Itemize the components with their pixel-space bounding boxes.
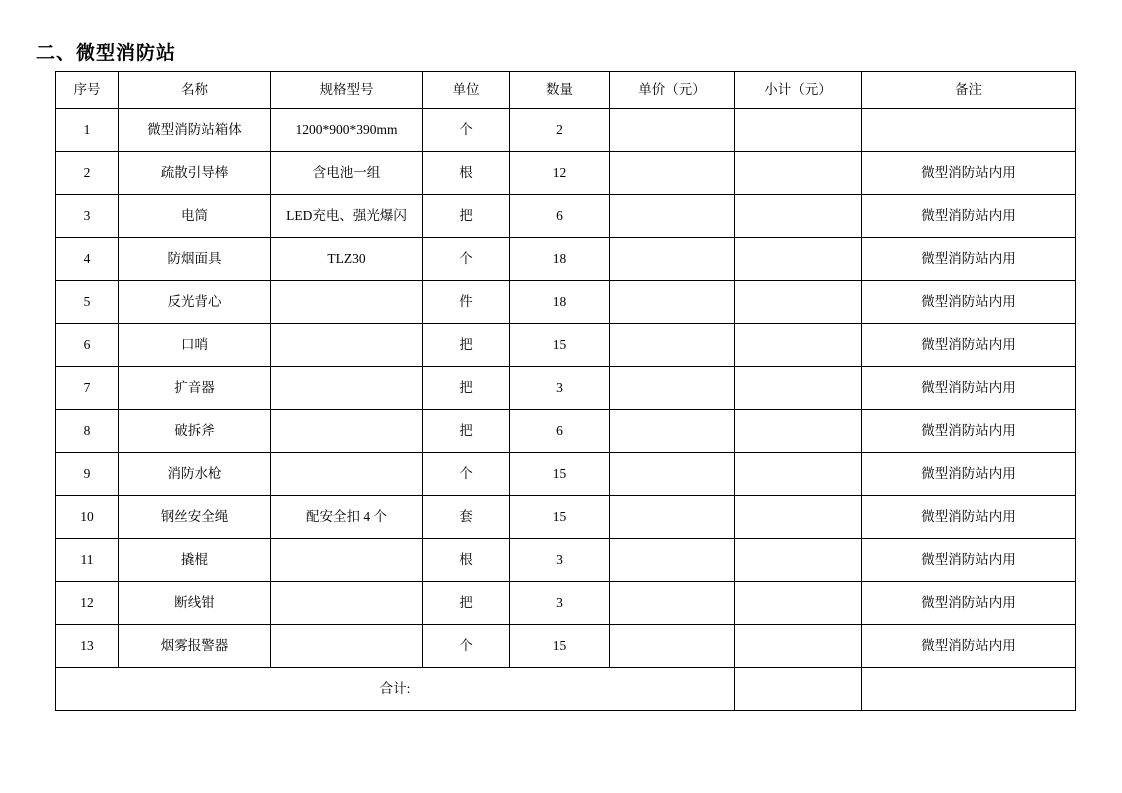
cell-spec: [271, 453, 423, 496]
table-row: [56, 410, 1076, 453]
cell-unit: 根: [423, 539, 510, 582]
cell-qty: 3: [510, 539, 610, 582]
cell-name: 撬棍: [119, 539, 271, 582]
equipment-table-container: [55, 71, 1075, 711]
column-header-subtotal: 小计（元）: [735, 72, 862, 109]
cell-remark: 微型消防站内用: [862, 625, 1076, 668]
cell-spec: 含电池一组: [271, 152, 423, 195]
cell-qty: 3: [510, 367, 610, 410]
column-header-no: 序号: [56, 72, 119, 109]
table-row: [56, 281, 1076, 324]
cell-qty: 6: [510, 195, 610, 238]
cell-remark: 微型消防站内用: [862, 367, 1076, 410]
cell-qty: 18: [510, 281, 610, 324]
cell-spec: [271, 625, 423, 668]
cell-price: [610, 367, 735, 410]
cell-remark: 微型消防站内用: [862, 281, 1076, 324]
cell-remark: 微型消防站内用: [862, 410, 1076, 453]
cell-qty: 15: [510, 324, 610, 367]
total-subtotal: [735, 668, 862, 711]
cell-unit: 个: [423, 625, 510, 668]
cell-remark: 微型消防站内用: [862, 238, 1076, 281]
cell-spec: [271, 324, 423, 367]
cell-remark: 微型消防站内用: [862, 582, 1076, 625]
cell-price: [610, 281, 735, 324]
cell-spec: [271, 410, 423, 453]
table-row: [56, 582, 1076, 625]
cell-subtotal: [735, 152, 862, 195]
column-header-spec: 规格型号: [271, 72, 423, 109]
cell-spec: [271, 582, 423, 625]
equipment-table: [55, 71, 1076, 711]
table-row: [56, 625, 1076, 668]
cell-spec: 配安全扣 4 个: [271, 496, 423, 539]
cell-no: 2: [56, 152, 119, 195]
table-row: [56, 539, 1076, 582]
table-row: [56, 453, 1076, 496]
cell-price: [610, 539, 735, 582]
cell-no: 1: [56, 109, 119, 152]
cell-subtotal: [735, 496, 862, 539]
table-row: [56, 109, 1076, 152]
cell-spec: 1200*900*390mm: [271, 109, 423, 152]
cell-unit: 把: [423, 582, 510, 625]
column-header-price: 单价（元）: [610, 72, 735, 109]
cell-remark: 微型消防站内用: [862, 152, 1076, 195]
cell-subtotal: [735, 539, 862, 582]
cell-qty: 18: [510, 238, 610, 281]
cell-subtotal: [735, 625, 862, 668]
table-row: [56, 152, 1076, 195]
cell-subtotal: [735, 238, 862, 281]
cell-price: [610, 410, 735, 453]
table-row: [56, 195, 1076, 238]
cell-name: 钢丝安全绳: [119, 496, 271, 539]
cell-subtotal: [735, 367, 862, 410]
cell-no: 4: [56, 238, 119, 281]
cell-price: [610, 582, 735, 625]
cell-remark: 微型消防站内用: [862, 324, 1076, 367]
table-header: [56, 72, 1076, 109]
cell-unit: 个: [423, 109, 510, 152]
cell-name: 扩音器: [119, 367, 271, 410]
cell-name: 烟雾报警器: [119, 625, 271, 668]
cell-name: 疏散引导棒: [119, 152, 271, 195]
cell-no: 12: [56, 582, 119, 625]
cell-name: 消防水枪: [119, 453, 271, 496]
cell-unit: 个: [423, 238, 510, 281]
cell-remark: 微型消防站内用: [862, 496, 1076, 539]
cell-unit: 把: [423, 324, 510, 367]
cell-no: 7: [56, 367, 119, 410]
cell-no: 13: [56, 625, 119, 668]
cell-unit: 把: [423, 195, 510, 238]
cell-name: 反光背心: [119, 281, 271, 324]
cell-subtotal: [735, 410, 862, 453]
cell-name: 破拆斧: [119, 410, 271, 453]
cell-name: 断线钳: [119, 582, 271, 625]
page-title: 二、微型消防站: [36, 43, 177, 64]
table-row: [56, 367, 1076, 410]
column-header-qty: 数量: [510, 72, 610, 109]
cell-price: [610, 195, 735, 238]
cell-qty: 6: [510, 410, 610, 453]
cell-qty: 3: [510, 582, 610, 625]
cell-name: 防烟面具: [119, 238, 271, 281]
cell-price: [610, 453, 735, 496]
cell-name: 微型消防站箱体: [119, 109, 271, 152]
cell-spec: [271, 281, 423, 324]
cell-subtotal: [735, 195, 862, 238]
cell-price: [610, 496, 735, 539]
cell-no: 3: [56, 195, 119, 238]
cell-unit: 把: [423, 410, 510, 453]
cell-unit: 根: [423, 152, 510, 195]
cell-no: 6: [56, 324, 119, 367]
cell-no: 10: [56, 496, 119, 539]
cell-unit: 个: [423, 453, 510, 496]
cell-name: 口哨: [119, 324, 271, 367]
cell-name: 电筒: [119, 195, 271, 238]
cell-price: [610, 625, 735, 668]
total-remark: [862, 668, 1076, 711]
cell-no: 5: [56, 281, 119, 324]
cell-qty: 15: [510, 496, 610, 539]
table-row: [56, 238, 1076, 281]
cell-subtotal: [735, 582, 862, 625]
cell-remark: 微型消防站内用: [862, 453, 1076, 496]
total-label: 合计:: [56, 668, 735, 711]
table-row: [56, 496, 1076, 539]
table-row: [56, 324, 1076, 367]
cell-price: [610, 238, 735, 281]
cell-no: 9: [56, 453, 119, 496]
cell-price: [610, 109, 735, 152]
cell-price: [610, 152, 735, 195]
cell-remark: 微型消防站内用: [862, 195, 1076, 238]
column-header-name: 名称: [119, 72, 271, 109]
table-total-row: [56, 668, 1076, 711]
cell-qty: 15: [510, 453, 610, 496]
cell-subtotal: [735, 324, 862, 367]
cell-subtotal: [735, 453, 862, 496]
column-header-unit: 单位: [423, 72, 510, 109]
cell-no: 8: [56, 410, 119, 453]
column-header-remark: 备注: [862, 72, 1076, 109]
cell-spec: [271, 539, 423, 582]
cell-spec: TLZ30: [271, 238, 423, 281]
cell-no: 11: [56, 539, 119, 582]
cell-unit: 件: [423, 281, 510, 324]
cell-qty: 12: [510, 152, 610, 195]
cell-subtotal: [735, 109, 862, 152]
table-body: [56, 109, 1076, 711]
cell-spec: LED充电、强光爆闪: [271, 195, 423, 238]
cell-unit: 套: [423, 496, 510, 539]
cell-unit: 把: [423, 367, 510, 410]
cell-spec: [271, 367, 423, 410]
table-header-row: [56, 72, 1076, 109]
cell-remark: [862, 109, 1076, 152]
cell-subtotal: [735, 281, 862, 324]
cell-remark: 微型消防站内用: [862, 539, 1076, 582]
cell-qty: 2: [510, 109, 610, 152]
cell-price: [610, 324, 735, 367]
cell-qty: 15: [510, 625, 610, 668]
